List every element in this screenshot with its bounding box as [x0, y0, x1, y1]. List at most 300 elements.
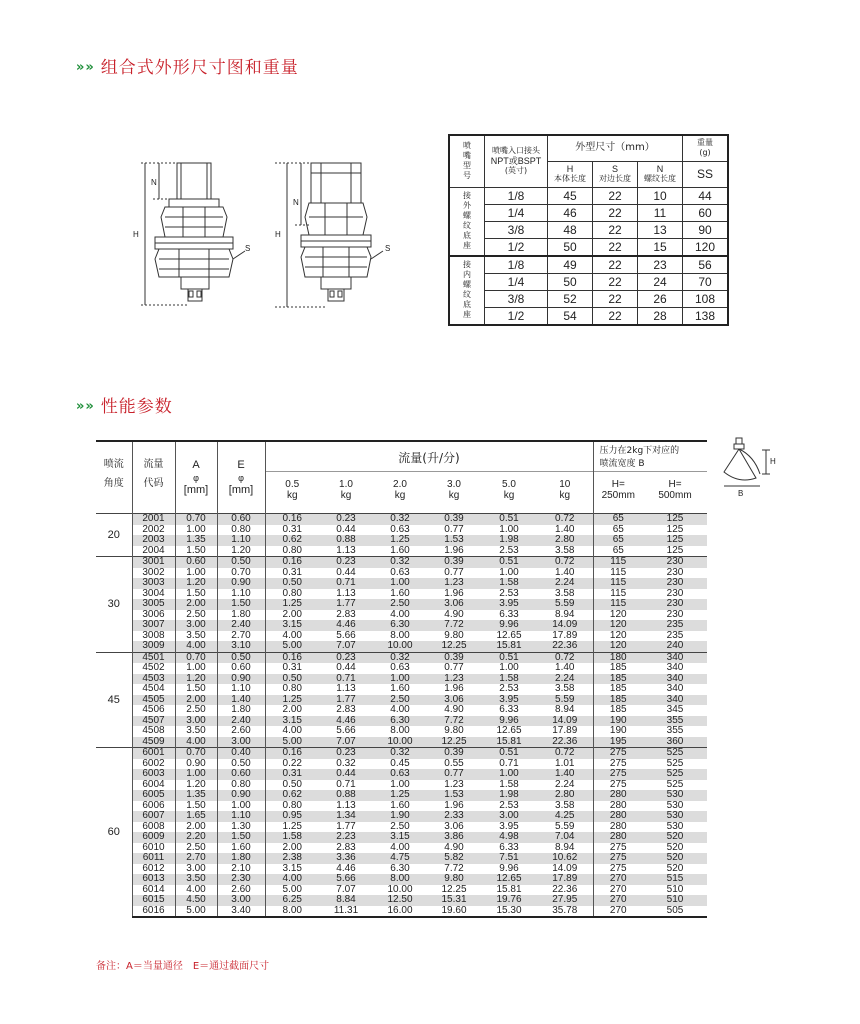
perf-cell: 12.50 — [373, 895, 427, 906]
perf-cell: 2.83 — [336, 608, 356, 620]
perf-row — [96, 853, 707, 864]
perf-cell: 16.00 — [373, 906, 427, 918]
dims-cell-N: 26 — [638, 290, 683, 307]
perf-cell: 5.59 — [537, 822, 593, 833]
perf-cell: 3009 — [132, 641, 175, 652]
perf-cell: 185 — [593, 674, 643, 685]
perf-cell: 185 — [609, 662, 627, 673]
perf-cell: 0.90 — [175, 759, 217, 770]
dims-cell-inlet: 1/2 — [485, 238, 548, 256]
perf-cell: 0.22 — [282, 757, 302, 769]
perf-cell: 1.34 — [319, 811, 373, 822]
perf-row — [96, 663, 707, 674]
perf-cell: 3.15 — [282, 862, 302, 874]
perf-cell: 19.76 — [481, 895, 537, 906]
dims-cell-S: 22 — [593, 273, 638, 290]
perf-cell: 230 — [666, 608, 684, 620]
dims-cell-H: 48 — [548, 221, 593, 238]
perf-cell: 0.23 — [319, 652, 373, 663]
perf-cell: 1.60 — [390, 544, 410, 556]
perf-cell: 115 — [610, 587, 627, 599]
perf-cell: 1.35 — [175, 535, 217, 546]
perf-cell: 2.00 — [175, 822, 217, 833]
label-H-1: H — [133, 230, 139, 239]
dims-header-S: S 对边长度 — [593, 161, 638, 187]
perf-cell: 0.71 — [319, 578, 373, 589]
perf-cell: 15.30 — [481, 906, 537, 918]
perf-cell: 1.10 — [217, 811, 265, 822]
perf-cell: 1.80 — [217, 853, 265, 864]
dims-cell-H: 52 — [548, 290, 593, 307]
perf-cell: 1.60 — [390, 683, 410, 694]
perf-cell: 0.32 — [373, 557, 427, 568]
perf-cell: 185 — [609, 704, 627, 715]
perf-cell: 1.00 — [499, 662, 519, 673]
perf-cell: 355 — [666, 725, 684, 736]
perf-cell: 0.63 — [390, 662, 410, 673]
perf-cell: 115 — [593, 599, 643, 610]
perf-cell: 4.46 — [319, 620, 373, 631]
performance-table — [96, 440, 707, 918]
perf-header-code: 流量 代码 — [132, 441, 175, 514]
perf-cell: 275 — [593, 853, 643, 864]
footnote: 备注：A＝当量通径 E＝通过截面尺寸 — [96, 961, 270, 972]
perf-cell: 120 — [609, 608, 627, 620]
perf-cell: 4.75 — [373, 853, 427, 864]
perf-cell: 8.00 — [390, 629, 410, 641]
perf-cell: 5.00 — [282, 883, 302, 895]
perf-cell: 4505 — [132, 695, 175, 706]
perf-angle: 60 — [96, 748, 132, 918]
perf-cell: 0.80 — [282, 544, 302, 556]
section-title-dimensions — [76, 53, 299, 78]
perf-cell: 0.95 — [265, 811, 319, 822]
dims-header-outer: 外型尺寸（mm） — [548, 135, 683, 161]
perf-cell: 4.00 — [265, 874, 319, 885]
perf-cell: 0.71 — [499, 757, 519, 769]
perf-cell: 1.00 — [481, 769, 537, 780]
dims-cell-S: 22 — [593, 307, 638, 325]
perf-cell: 5.66 — [336, 629, 356, 641]
perf-cell: 340 — [643, 674, 707, 685]
perf-cell: 1.00 — [499, 566, 519, 578]
nozzle2-cap — [311, 163, 361, 203]
perf-cell: 0.39 — [427, 748, 481, 759]
perf-cell: 22.36 — [537, 641, 593, 652]
perf-cell: 3.40 — [217, 906, 265, 918]
perf-cell: 12.25 — [441, 883, 467, 895]
perf-cell: 275 — [593, 769, 643, 780]
perf-cell: 2.80 — [537, 535, 593, 546]
perf-cell: 525 — [666, 778, 684, 790]
perf-cell: 4.90 — [444, 704, 464, 715]
perf-cell: 0.90 — [217, 578, 265, 589]
dims-cell-w: 90 — [683, 221, 729, 238]
perf-cell: 525 — [643, 769, 707, 780]
perf-cell: 1.50 — [175, 801, 217, 812]
dims-header-type: 喷嘴型号 — [449, 135, 485, 187]
perf-cell: 6.30 — [373, 716, 427, 727]
perf-cell: 0.80 — [217, 525, 265, 536]
perf-cell: 3.06 — [444, 820, 464, 832]
perf-cell: 65 — [593, 535, 643, 546]
perf-cell: 3.10 — [217, 641, 265, 652]
perf-cell: 0.50 — [265, 674, 319, 685]
perf-cell: 5.66 — [319, 874, 373, 885]
perf-cell: 125 — [666, 523, 684, 535]
perf-cell: 230 — [643, 557, 707, 568]
perf-cell: 2.24 — [537, 674, 593, 685]
perf-cell: 275 — [609, 841, 627, 853]
perf-cell: 4506 — [132, 705, 175, 716]
perf-cell: 8.84 — [319, 895, 373, 906]
perf-cell: 2.00 — [282, 704, 302, 715]
dims-cell-w: 60 — [683, 204, 729, 221]
perf-cell: 12.25 — [427, 641, 481, 652]
dims-cell-S: 22 — [593, 221, 638, 238]
perf-cell: 0.72 — [537, 748, 593, 759]
perf-cell: 125 — [643, 535, 707, 546]
perf-cell: 520 — [643, 853, 707, 864]
perf-cell: 180 — [593, 652, 643, 663]
perf-cell: 6015 — [132, 895, 175, 906]
perf-cell: 0.50 — [217, 759, 265, 770]
perf-cell: 340 — [666, 662, 684, 673]
dims-cell-w: 120 — [683, 238, 729, 256]
perf-angle: 20 — [96, 514, 132, 557]
perf-cell: 115 — [593, 557, 643, 568]
perf-cell: 4.00 — [175, 737, 217, 748]
arrows-icon: »» — [76, 60, 95, 75]
perf-cell: 1.25 — [265, 599, 319, 610]
perf-cell: 0.51 — [481, 557, 537, 568]
perf-cell: 1.58 — [481, 578, 537, 589]
perf-cell: 0.60 — [175, 557, 217, 568]
perf-cell: 15.81 — [496, 883, 522, 895]
perf-cell: 185 — [609, 683, 627, 694]
perf-cell: 3.95 — [481, 599, 537, 610]
perf-cell: 15.31 — [427, 895, 481, 906]
perf-cell: 2.23 — [319, 832, 373, 843]
perf-cell: 0.45 — [390, 757, 410, 769]
perf-cell: 0.70 — [175, 652, 217, 663]
spray-pattern-icon — [720, 434, 790, 504]
dims-cell-inlet: 1/8 — [485, 187, 548, 204]
perf-cell: 0.31 — [282, 523, 302, 535]
perf-cell: 4503 — [132, 674, 175, 685]
dims-row — [449, 238, 728, 256]
perf-cell: 125 — [643, 514, 707, 525]
perf-cell: 1.77 — [336, 820, 356, 832]
perf-cell: 120 — [593, 620, 643, 631]
perf-cell: 0.60 — [217, 514, 265, 525]
perf-cell: 0.31 — [282, 566, 302, 578]
perf-cell: 6.33 — [499, 608, 519, 620]
perf-cell: 3.58 — [537, 801, 593, 812]
perf-cell: 0.72 — [537, 557, 593, 568]
dims-cell-w: 108 — [683, 290, 729, 307]
perf-cell: 0.39 — [427, 514, 481, 525]
perf-header-A: A φ [mm] — [175, 441, 217, 514]
perf-cell: 4.00 — [390, 608, 410, 620]
perf-cell: 0.62 — [265, 535, 319, 546]
perf-cell: 65 — [612, 544, 624, 556]
perf-cell: 15.81 — [481, 641, 537, 652]
perf-cell: 8.00 — [373, 874, 427, 885]
perf-cell: 6.33 — [499, 704, 519, 715]
perf-header-width: 压力在2kg下对应的 喷流宽度 B — [593, 441, 707, 472]
perf-cell: 230 — [643, 578, 707, 589]
perf-cell: 5.00 — [175, 906, 217, 918]
perf-cell: 0.51 — [481, 652, 537, 663]
perf-cell: 1.00 — [217, 801, 265, 812]
perf-cell: 2.50 — [175, 705, 217, 716]
perf-cell: 0.50 — [217, 557, 265, 568]
perf-cell: 14.09 — [537, 620, 593, 631]
perf-cell: 0.32 — [373, 514, 427, 525]
perf-cell: 0.72 — [537, 514, 593, 525]
perf-row — [96, 832, 707, 843]
perf-cell: 275 — [609, 862, 627, 874]
perf-cell: 4501 — [132, 652, 175, 663]
perf-cell: 0.50 — [265, 578, 319, 589]
perf-cell: 3.50 — [175, 726, 217, 737]
perf-cell: 275 — [609, 778, 627, 790]
perf-cell: 27.95 — [537, 895, 593, 906]
perf-cell: 2.24 — [537, 578, 593, 589]
perf-cell: 1.40 — [537, 525, 593, 536]
perf-cell: 2.40 — [217, 620, 265, 631]
perf-cell: 2.53 — [499, 799, 519, 811]
perf-cell: 4.98 — [481, 832, 537, 843]
label-S-2: S — [385, 244, 391, 253]
perf-row — [96, 790, 707, 801]
performance-title-text: 性能参数 — [100, 397, 173, 417]
perf-cell: 1.96 — [444, 683, 464, 694]
perf-cell: 280 — [593, 832, 643, 843]
perf-cell: 0.60 — [217, 663, 265, 674]
perf-cell: 4.46 — [336, 862, 356, 874]
perf-cell: 2.40 — [217, 716, 265, 727]
perf-cell: 3002 — [132, 568, 175, 579]
perf-cell: 2.50 — [175, 610, 217, 621]
perf-cell: 8.94 — [537, 705, 593, 716]
perf-cell: 4.50 — [175, 895, 217, 906]
perf-row — [96, 874, 707, 885]
perf-row — [96, 705, 707, 716]
perf-cell: 9.80 — [427, 874, 481, 885]
perf-cell: 2.38 — [265, 853, 319, 864]
perf-cell: 6006 — [132, 801, 175, 812]
perf-cell: 1.53 — [427, 790, 481, 801]
perf-cell: 120 — [593, 641, 643, 652]
perf-cell: 3001 — [132, 557, 175, 568]
perf-cell: 6013 — [132, 874, 175, 885]
perf-row — [96, 557, 707, 568]
perf-cell: 1.13 — [336, 587, 356, 599]
perf-cell: 1.25 — [265, 695, 319, 706]
perf-cell: 0.80 — [217, 780, 265, 791]
perf-cell: 3.00 — [175, 864, 217, 875]
perf-cell: 0.77 — [444, 523, 464, 535]
perf-row — [96, 684, 707, 695]
perf-cell: 6014 — [132, 885, 175, 896]
perf-cell: 270 — [593, 895, 643, 906]
perf-cell: 275 — [593, 748, 643, 759]
perf-cell: 15.81 — [481, 737, 537, 748]
perf-cell: 1.00 — [175, 568, 217, 579]
perf-cell: 0.32 — [336, 757, 356, 769]
perf-cell: 4508 — [132, 726, 175, 737]
perf-cell: 4.00 — [390, 704, 410, 715]
perf-cell: 2.00 — [175, 599, 217, 610]
perf-cell: 2.00 — [282, 608, 302, 620]
perf-cell: 1.00 — [175, 769, 217, 780]
dims-cell-H: 50 — [548, 273, 593, 290]
perf-cell: 0.60 — [217, 769, 265, 780]
perf-cell: 120 — [609, 629, 627, 641]
perf-cell: 0.63 — [390, 523, 410, 535]
perf-cell: 6004 — [132, 780, 175, 791]
dims-cell-N: 24 — [638, 273, 683, 290]
perf-cell: 1.58 — [481, 674, 537, 685]
perf-header-p1: 1.0 kg — [319, 472, 373, 514]
dims-cell-H: 54 — [548, 307, 593, 325]
perf-cell: 1.60 — [390, 799, 410, 811]
perf-cell: 510 — [666, 883, 684, 895]
perf-cell: 2002 — [132, 525, 175, 536]
dims-cell-S: 22 — [593, 256, 638, 274]
perf-cell: 3.50 — [175, 631, 217, 642]
perf-cell: 6001 — [132, 748, 175, 759]
perf-cell: 2.70 — [175, 853, 217, 864]
perf-cell: 3.15 — [265, 620, 319, 631]
perf-cell: 1.58 — [499, 778, 519, 790]
perf-cell: 0.77 — [444, 566, 464, 578]
perf-angle: 30 — [96, 557, 132, 653]
perf-cell: 3008 — [132, 631, 175, 642]
perf-cell: 2.70 — [217, 631, 265, 642]
perf-cell: 2.10 — [217, 864, 265, 875]
perf-cell: 0.16 — [265, 748, 319, 759]
perf-cell: 2.50 — [390, 820, 410, 832]
dims-cell-S: 22 — [593, 290, 638, 307]
perf-cell: 1.98 — [481, 535, 537, 546]
perf-cell: 1.25 — [282, 820, 302, 832]
dims-cell-N: 23 — [638, 256, 683, 274]
perf-cell: 1.10 — [217, 589, 265, 600]
perf-cell: 2.33 — [427, 811, 481, 822]
perf-cell: 1.50 — [175, 684, 217, 695]
perf-cell: 0.71 — [319, 674, 373, 685]
perf-row — [96, 737, 707, 748]
perf-cell: 5.59 — [537, 599, 593, 610]
perf-cell: 185 — [593, 695, 643, 706]
perf-cell: 7.72 — [427, 620, 481, 631]
dims-cell-w: 138 — [683, 307, 729, 325]
perf-cell: 4.00 — [175, 885, 217, 896]
dims-cell-N: 28 — [638, 307, 683, 325]
perf-cell: 340 — [643, 652, 707, 663]
perf-cell: 1.30 — [217, 822, 265, 833]
dims-cell-w: 56 — [683, 256, 729, 274]
perf-cell: 2.00 — [175, 695, 217, 706]
perf-cell: 1.90 — [373, 811, 427, 822]
perf-cell: 530 — [643, 790, 707, 801]
perf-cell: 3.00 — [175, 620, 217, 631]
dims-cell-w: 70 — [683, 273, 729, 290]
perf-cell: 2.53 — [499, 544, 519, 556]
perf-cell: 520 — [643, 832, 707, 843]
perf-cell: 17.89 — [537, 726, 593, 737]
perf-row — [96, 726, 707, 737]
perf-row — [96, 546, 707, 557]
perf-cell: 1.10 — [217, 684, 265, 695]
perf-cell: 6010 — [132, 843, 175, 854]
perf-cell: 7.07 — [319, 641, 373, 652]
perf-cell: 4507 — [132, 716, 175, 727]
dims-cell-inlet: 3/8 — [485, 221, 548, 238]
dims-cell-H: 45 — [548, 187, 593, 204]
perf-cell: 0.80 — [282, 799, 302, 811]
perf-cell: 280 — [593, 811, 643, 822]
perf-cell: 530 — [643, 811, 707, 822]
perf-cell: 1.20 — [175, 578, 217, 589]
perf-cell: 4509 — [132, 737, 175, 748]
dims-row — [449, 290, 728, 307]
perf-cell: 2.30 — [217, 874, 265, 885]
perf-cell: 1.40 — [537, 568, 593, 579]
perf-row — [96, 769, 707, 780]
perf-cell: 0.63 — [373, 769, 427, 780]
perf-cell: 6005 — [132, 790, 175, 801]
perf-cell: 1.58 — [265, 832, 319, 843]
perf-cell: 2.50 — [373, 599, 427, 610]
perf-cell: 0.55 — [444, 757, 464, 769]
perf-cell: 230 — [666, 566, 684, 578]
perf-cell: 0.16 — [265, 557, 319, 568]
perf-cell: 125 — [666, 544, 684, 556]
perf-header-flow: 流量(升/分) — [265, 441, 593, 472]
perf-cell: 1.20 — [217, 546, 265, 557]
perf-cell: 0.16 — [265, 652, 319, 663]
perf-header-h250: H= 250mm — [593, 472, 643, 514]
perf-cell: 0.88 — [319, 790, 373, 801]
perf-cell: 22.36 — [537, 737, 593, 748]
perf-cell: 230 — [666, 587, 684, 599]
dimensions-table — [448, 134, 729, 326]
perf-cell: 525 — [666, 757, 684, 769]
perf-cell: 12.25 — [427, 737, 481, 748]
perf-cell: 0.72 — [537, 652, 593, 663]
dims-header-ss: SS — [683, 161, 729, 187]
perf-cell: 6.25 — [265, 895, 319, 906]
perf-cell: 530 — [666, 820, 684, 832]
perf-cell: 0.50 — [217, 652, 265, 663]
perf-cell: 1.96 — [444, 799, 464, 811]
perf-cell: 520 — [666, 841, 684, 853]
perf-cell: 270 — [593, 906, 643, 918]
perf-cell: 9.96 — [481, 716, 537, 727]
perf-cell: 2001 — [132, 514, 175, 525]
perf-cell: 6011 — [132, 853, 175, 864]
dims-cell-w: 44 — [683, 187, 729, 204]
perf-cell: 14.09 — [537, 864, 593, 875]
perf-row — [96, 535, 707, 546]
perf-cell: 7.72 — [444, 862, 464, 874]
perf-cell: 8.00 — [390, 725, 410, 736]
perf-cell: 5.66 — [336, 725, 356, 736]
